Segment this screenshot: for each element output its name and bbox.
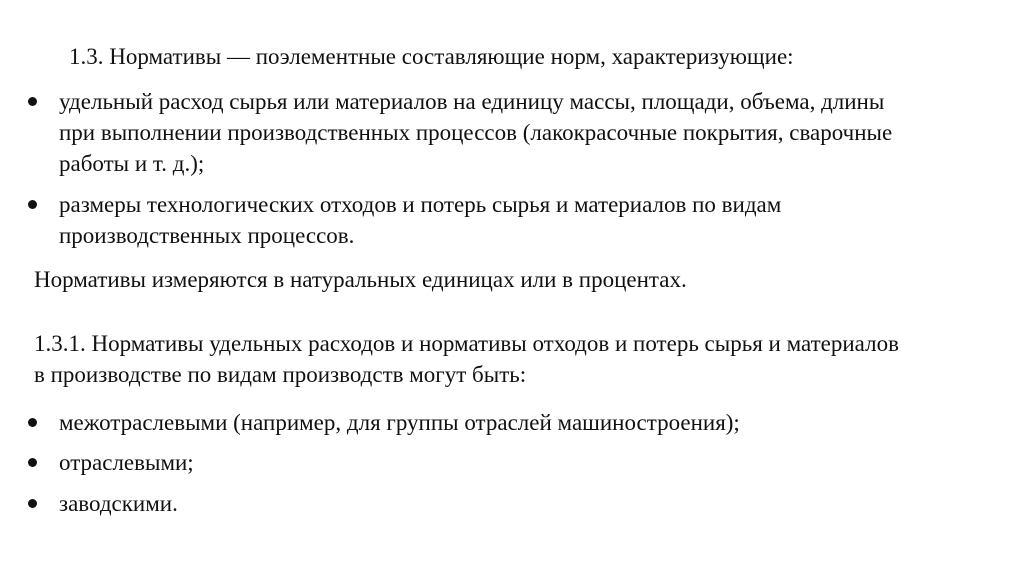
section-1-3-1-heading-line: в производстве по видам производств могут быть: (34, 362, 527, 387)
list-item-line: работы и т. д.); (59, 151, 205, 176)
section-1-3-1-heading-line: 1.3.1. Нормативы удельных расходов и нормативы отходов и потерь сырья и материалов (34, 331, 899, 356)
section-1-3-heading: 1.3. Нормативы — поэлементные составляющие норм, характеризующие: (69, 44, 794, 69)
list-item-line: размеры технологических отходов и потерь сырья и материалов по видам (59, 192, 782, 217)
bullet-icon (28, 499, 37, 508)
list-item: межотраслевыми (например, для группы отраслей машиностроения); (59, 410, 740, 435)
list-item: заводскими. (59, 491, 178, 516)
bullet-icon (28, 418, 37, 427)
list-item-line: производственных процессов. (59, 223, 355, 248)
list-item-line: при выполнении производственных процессов (лакокрасочные покрытия, сварочные (59, 120, 893, 145)
bullet-icon (28, 97, 37, 106)
bullet-icon (28, 200, 37, 209)
section-1-3-note: Нормативы измеряются в натуральных единицах или в процентах. (34, 267, 687, 292)
bullet-icon (28, 458, 37, 467)
list-item: отраслевыми; (59, 450, 194, 475)
list-item-line: удельный расход сырья или материалов на единицу массы, площади, объема, длины (59, 89, 885, 114)
